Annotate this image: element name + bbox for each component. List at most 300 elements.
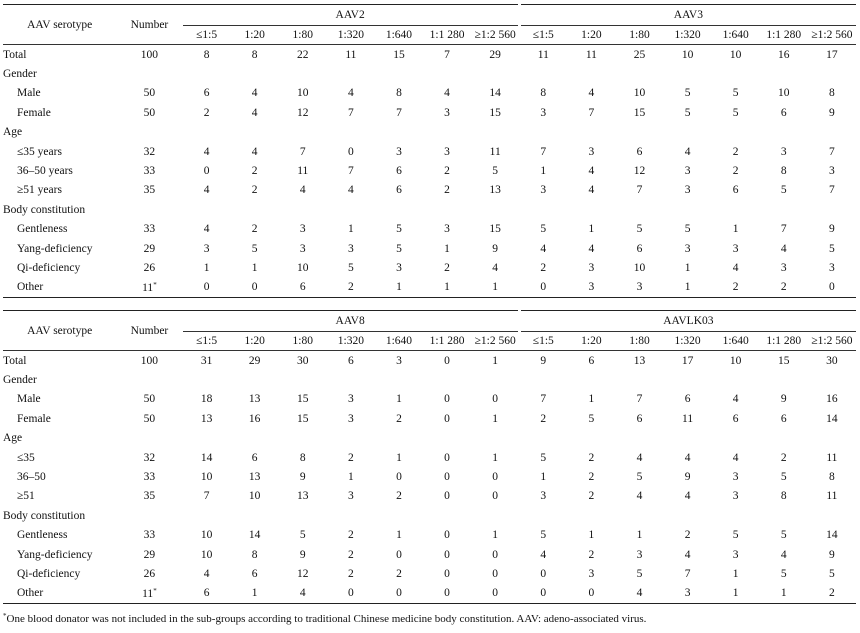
titer-count-cell: 6 — [780, 106, 787, 119]
titer-header: 1:320 — [327, 26, 375, 45]
titer-count-cell: 4 — [251, 106, 258, 119]
titer-count-cell: 3 — [684, 184, 691, 197]
titer-count-cell: 5 — [684, 87, 691, 100]
titer-count-cell: 1 — [492, 451, 499, 464]
titer-count-cell: 1 — [396, 393, 402, 406]
titer-count-cell: 4 — [347, 184, 354, 197]
titer-count-cell: 5 — [732, 106, 739, 119]
titer-count-cell: 10 — [297, 261, 309, 274]
titer-count-cell: 31 — [200, 354, 213, 367]
titer-count-cell: 3 — [444, 223, 450, 236]
titer-count-cell: 9 — [829, 548, 835, 561]
titer-count-cell: 8 — [396, 87, 402, 100]
titer-count-cell: 11 — [585, 48, 597, 61]
titer-count-cell: 29 — [489, 48, 501, 61]
number-cell — [116, 258, 182, 277]
titer-count-cell: 3 — [540, 106, 547, 119]
titer-count-cell: 10 — [200, 471, 213, 484]
number-cell — [116, 564, 182, 583]
titer-header: 1:80 — [615, 332, 663, 351]
titer-count-cell: 0 — [375, 584, 423, 604]
titer-count-cell: 4 — [732, 451, 739, 464]
row-label: Yang-deficiency — [17, 548, 93, 561]
titer-header: 1:80 — [279, 332, 327, 351]
titer-count-cell: 0 — [808, 278, 856, 298]
titer-count-cell: 7 — [347, 165, 354, 178]
titer-count-cell: 4 — [636, 490, 643, 503]
titer-count-cell: 2 — [327, 278, 375, 298]
table-row — [3, 84, 856, 103]
titer-count-cell: 8 — [829, 471, 835, 484]
titer-count-cell: 13 — [633, 354, 646, 367]
section-label: Gender — [3, 68, 37, 81]
titer-count-cell: 11 — [682, 412, 694, 425]
titer-count-cell: 3 — [664, 584, 712, 604]
titer-count-cell: 0 — [444, 451, 450, 464]
table-row — [3, 545, 856, 564]
serotype-header: AAV serotype — [3, 311, 116, 351]
titer-count-cell: 8 — [780, 490, 787, 503]
titer-count-cell: 1 — [396, 451, 402, 464]
titer-count-cell: 7 — [636, 184, 643, 197]
titer-count-cell: 2 — [347, 567, 354, 580]
titer-count-cell: 5 — [829, 567, 835, 580]
titer-count-cell: 2 — [396, 490, 402, 503]
number-value: 50 — [143, 412, 156, 425]
table-row — [3, 181, 856, 200]
row-label: Total — [3, 354, 27, 367]
number-value: 50 — [143, 393, 156, 406]
titer-count-cell: 4 — [684, 451, 691, 464]
titer-count-cell: 3 — [829, 165, 835, 178]
titer-count-cell: 4 — [203, 184, 210, 197]
titer-count-cell: 7 — [829, 145, 835, 158]
titer-header: 1:1 280 — [423, 332, 471, 351]
titer-count-cell: 2 — [684, 529, 691, 542]
titer-count-cell: 15 — [297, 412, 309, 425]
titer-count-cell: 1 — [347, 223, 354, 236]
titer-count-cell: 0 — [492, 548, 499, 561]
number-value: 26 — [143, 567, 156, 580]
titer-count-cell: 1 — [684, 261, 691, 274]
titer-count-cell: 0 — [444, 412, 450, 425]
titer-count-cell: 0 — [471, 584, 519, 604]
titer-count-cell: 3 — [540, 184, 547, 197]
titer-count-cell: 14 — [826, 412, 838, 425]
footnote-mark: * — [153, 280, 157, 289]
titer-count-cell: 7 — [540, 145, 547, 158]
titer-count-cell: 6 — [684, 393, 691, 406]
titer-count-cell: 3 — [829, 261, 835, 274]
titer-count-cell: 4 — [251, 87, 258, 100]
titer-count-cell: 10 — [200, 529, 213, 542]
titer-count-cell: 2 — [588, 490, 595, 503]
number-cell — [116, 584, 182, 604]
titer-count-cell: 7 — [780, 223, 787, 236]
titer-count-cell: 7 — [396, 106, 402, 119]
titer-count-cell: 10 — [681, 48, 694, 61]
titer-count-cell: 5 — [780, 471, 787, 484]
titer-count-cell: 10 — [729, 48, 742, 61]
titer-count-cell: 3 — [347, 490, 354, 503]
titer-count-cell: 3 — [347, 412, 354, 425]
titer-count-cell: 2 — [732, 165, 739, 178]
titer-count-cell: 3 — [588, 145, 595, 158]
titer-count-cell: 6 — [780, 412, 787, 425]
titer-header: ≥1:2 560 — [471, 26, 519, 45]
titer-count-cell: 5 — [636, 223, 643, 236]
titer-count-cell: 4 — [615, 584, 663, 604]
titer-count-cell: 1 — [492, 354, 499, 367]
titer-header: 1:80 — [615, 26, 663, 45]
titer-count-cell: 8 — [203, 48, 210, 61]
serotype-header: AAV serotype — [3, 5, 116, 45]
titer-count-cell: 5 — [636, 567, 643, 580]
titer-count-cell: 5 — [396, 242, 402, 255]
number-value: 33 — [143, 529, 156, 542]
table-row — [3, 351, 856, 371]
number-value: 32 — [143, 451, 156, 464]
footnote-text: One blood donator was not included in the sub-groups according to traditional Chinese medicine body constitution. AAV: adeno-associated virus. — [6, 613, 647, 625]
number-cell — [116, 161, 182, 180]
titer-count-cell: 0 — [444, 490, 450, 503]
titer-count-cell: 3 — [684, 242, 691, 255]
row-label: Qi-deficiency — [17, 261, 81, 274]
table-row — [3, 278, 856, 298]
titer-count-cell: 3 — [732, 548, 739, 561]
titer-count-cell: 0 — [396, 548, 402, 561]
titer-count-cell: 5 — [299, 529, 306, 542]
number-value: 11 — [142, 281, 154, 294]
titer-count-cell: 11 — [826, 451, 838, 464]
row-label: 36–50 years — [17, 165, 73, 178]
row-label: Female — [17, 106, 51, 119]
titer-count-cell: 3 — [203, 242, 210, 255]
titer-count-cell: 0 — [492, 490, 499, 503]
number-value: 100 — [140, 354, 159, 367]
titer-count-cell: 3 — [347, 242, 354, 255]
titer-count-cell: 3 — [684, 165, 691, 178]
titer-count-cell: 8 — [780, 165, 787, 178]
titer-count-cell: 16 — [826, 393, 838, 406]
titer-header: ≥1:2 560 — [471, 332, 519, 351]
titer-count-cell: 1 — [444, 242, 450, 255]
titer-count-cell: 15 — [489, 106, 501, 119]
row-label: Yang-deficiency — [17, 242, 93, 255]
titer-count-cell: 4 — [684, 490, 691, 503]
titer-count-cell: 2 — [396, 567, 402, 580]
titer-count-cell: 4 — [588, 165, 595, 178]
titer-count-cell: 2 — [588, 548, 595, 561]
titer-count-cell: 5 — [396, 223, 402, 236]
titer-count-cell: 5 — [829, 242, 835, 255]
row-label: ≥51 years — [17, 184, 62, 197]
titer-count-cell: 2 — [444, 184, 450, 197]
titer-count-cell: 3 — [347, 393, 354, 406]
footnote-mark: * — [3, 612, 7, 620]
number-value: 50 — [143, 106, 156, 119]
titer-count-cell: 0 — [327, 584, 375, 604]
table-row — [3, 220, 856, 239]
titer-header: 1:640 — [375, 332, 423, 351]
titer-count-cell: 4 — [636, 451, 643, 464]
number-value: 33 — [143, 223, 156, 236]
titer-count-cell: 1 — [636, 529, 643, 542]
aav-titer-table-1 — [3, 4, 856, 298]
titer-count-cell: 10 — [778, 87, 790, 100]
table-row — [3, 390, 856, 409]
titer-count-cell: 5 — [540, 223, 547, 236]
titer-count-cell: 2 — [540, 412, 547, 425]
titer-count-cell: 0 — [519, 278, 567, 298]
number-value: 29 — [143, 548, 156, 561]
titer-count-cell: 0 — [519, 584, 567, 604]
titer-count-cell: 1 — [492, 412, 499, 425]
number-cell — [116, 526, 182, 545]
titer-count-cell: 0 — [444, 548, 450, 561]
titer-count-cell: 0 — [540, 567, 547, 580]
row-label: Qi-deficiency — [17, 567, 81, 580]
titer-count-cell: 4 — [780, 242, 787, 255]
titer-count-cell: 16 — [778, 48, 790, 61]
titer-count-cell: 8 — [540, 87, 547, 100]
titer-count-cell: 1 — [732, 223, 739, 236]
titer-count-cell: 7 — [540, 393, 547, 406]
titer-count-cell: 4 — [588, 87, 595, 100]
titer-count-cell: 10 — [248, 490, 261, 503]
titer-count-cell: 6 — [396, 165, 402, 178]
row-label: Gentleness — [17, 529, 68, 542]
titer-count-cell: 3 — [540, 490, 547, 503]
titer-count-cell: 7 — [684, 567, 691, 580]
titer-count-cell: 0 — [444, 354, 450, 367]
titer-count-cell: 7 — [444, 48, 450, 61]
titer-count-cell: 9 — [780, 393, 787, 406]
titer-header: 1:80 — [279, 26, 327, 45]
titer-count-cell: 1 — [664, 278, 712, 298]
titer-count-cell: 7 — [203, 490, 210, 503]
titer-count-cell: 0 — [492, 393, 499, 406]
titer-count-cell: 4 — [588, 184, 595, 197]
titer-count-cell: 4 — [540, 242, 547, 255]
header-row-groups — [3, 5, 856, 26]
titer-count-cell: 0 — [492, 567, 499, 580]
row-label: Male — [17, 87, 41, 100]
titer-count-cell: 3 — [780, 145, 787, 158]
number-cell — [116, 467, 182, 486]
table-row — [3, 409, 856, 428]
titer-count-cell: 4 — [780, 548, 787, 561]
row-label: Other — [3, 278, 116, 298]
titer-count-cell: 6 — [203, 87, 210, 100]
titer-count-cell: 1 — [251, 261, 258, 274]
titer-count-cell: 12 — [297, 106, 309, 119]
titer-count-cell: 5 — [588, 412, 595, 425]
titer-header: ≤1:5 — [519, 26, 567, 45]
titer-count-cell: 0 — [444, 393, 450, 406]
titer-count-cell: 5 — [540, 529, 547, 542]
table-row — [3, 103, 856, 122]
titer-count-cell: 0 — [183, 278, 231, 298]
titer-count-cell: 0 — [444, 567, 450, 580]
number-value: 33 — [143, 165, 156, 178]
titer-count-cell: 1 — [396, 529, 402, 542]
titer-count-cell: 0 — [444, 529, 450, 542]
titer-count-cell: 10 — [729, 354, 742, 367]
row-label: Other — [3, 584, 116, 604]
number-value: 100 — [140, 48, 159, 61]
titer-count-cell: 6 — [396, 184, 402, 197]
titer-count-cell: 14 — [248, 529, 261, 542]
titer-count-cell: 2 — [347, 529, 354, 542]
titer-count-cell: 18 — [200, 393, 213, 406]
titer-count-cell: 3 — [396, 261, 402, 274]
serotype-group-header: AAV2 — [183, 5, 520, 26]
table-footnote — [3, 612, 856, 625]
section-row — [3, 429, 856, 448]
titer-count-cell: 5 — [684, 106, 691, 119]
row-label: Total — [3, 48, 27, 61]
number-cell — [116, 545, 182, 564]
row-label: ≥51 — [17, 490, 35, 503]
titer-count-cell: 5 — [780, 567, 787, 580]
titer-header: 1:20 — [567, 332, 615, 351]
number-cell — [116, 351, 182, 371]
row-label: ≤35 — [17, 451, 35, 464]
titer-count-cell: 3 — [636, 548, 643, 561]
number-cell — [116, 181, 182, 200]
number-cell — [116, 84, 182, 103]
titer-count-cell: 11 — [489, 145, 501, 158]
number-cell — [116, 45, 182, 65]
titer-count-cell: 6 — [636, 412, 643, 425]
section-row — [3, 506, 856, 525]
titer-count-cell: 9 — [829, 223, 835, 236]
titer-count-cell: 0 — [444, 471, 450, 484]
titer-count-cell: 11 — [297, 165, 309, 178]
titer-count-cell: 4 — [684, 145, 691, 158]
titer-count-cell: 1 — [540, 165, 547, 178]
titer-count-cell: 10 — [633, 261, 646, 274]
titer-count-cell: 13 — [248, 471, 261, 484]
titer-header: ≥1:2 560 — [808, 332, 856, 351]
titer-count-cell: 6 — [732, 184, 739, 197]
titer-count-cell: 7 — [829, 184, 835, 197]
titer-count-cell: 2 — [540, 261, 547, 274]
titer-count-cell: 9 — [492, 242, 499, 255]
table-row — [3, 564, 856, 583]
titer-count-cell: 4 — [279, 584, 327, 604]
titer-count-cell: 3 — [299, 242, 306, 255]
titer-header: 1:20 — [567, 26, 615, 45]
row-label: ≤35 years — [17, 145, 62, 158]
titer-count-cell: 2 — [347, 548, 354, 561]
number-value: 33 — [143, 471, 156, 484]
titer-count-cell: 11 — [537, 48, 549, 61]
titer-count-cell: 9 — [299, 471, 306, 484]
titer-count-cell: 15 — [778, 354, 790, 367]
titer-count-cell: 2 — [251, 184, 258, 197]
titer-count-cell: 2 — [780, 451, 787, 464]
table-row — [3, 526, 856, 545]
titer-count-cell: 3 — [299, 223, 306, 236]
titer-count-cell: 10 — [297, 87, 309, 100]
titer-count-cell: 29 — [248, 354, 261, 367]
titer-count-cell: 8 — [299, 451, 306, 464]
titer-count-cell: 15 — [297, 393, 309, 406]
number-cell — [116, 487, 182, 506]
number-value: 35 — [143, 490, 156, 503]
titer-count-cell: 13 — [297, 490, 309, 503]
titer-count-cell: 2 — [808, 584, 856, 604]
titer-count-cell: 3 — [396, 145, 402, 158]
titer-count-cell: 4 — [203, 567, 210, 580]
titer-count-cell: 30 — [297, 354, 309, 367]
titer-count-cell: 10 — [633, 87, 646, 100]
titer-count-cell: 5 — [636, 471, 643, 484]
titer-count-cell: 2 — [444, 165, 450, 178]
titer-count-cell: 9 — [540, 354, 547, 367]
titer-count-cell: 14 — [826, 529, 838, 542]
titer-count-cell: 3 — [567, 278, 615, 298]
table-row — [3, 161, 856, 180]
titer-count-cell: 6 — [636, 145, 643, 158]
titer-header: 1:320 — [327, 332, 375, 351]
titer-count-cell: 6 — [251, 451, 258, 464]
number-cell — [116, 220, 182, 239]
number-cell — [116, 239, 182, 258]
titer-count-cell: 25 — [633, 48, 646, 61]
titer-count-cell: 9 — [829, 106, 835, 119]
titer-header: 1:640 — [712, 26, 760, 45]
footnote-mark: * — [153, 586, 157, 595]
titer-count-cell: 1 — [540, 471, 547, 484]
table-row — [3, 239, 856, 258]
titer-count-cell: 3 — [444, 106, 450, 119]
number-value: 26 — [143, 261, 156, 274]
titer-header: 1:20 — [231, 26, 279, 45]
titer-count-cell: 3 — [732, 490, 739, 503]
titer-count-cell: 30 — [826, 354, 838, 367]
section-row — [3, 123, 856, 142]
titer-count-cell: 2 — [347, 451, 354, 464]
titer-count-cell: 5 — [780, 184, 787, 197]
titer-count-cell: 2 — [251, 223, 258, 236]
serotype-group-header: AAV8 — [183, 311, 520, 332]
titer-count-cell: 15 — [489, 223, 501, 236]
titer-count-cell: 5 — [540, 451, 547, 464]
row-label: 36–50 — [17, 471, 46, 484]
titer-count-cell: 2 — [732, 145, 739, 158]
section-row — [3, 64, 856, 83]
titer-count-cell: 3 — [732, 471, 739, 484]
section-label: Age — [3, 126, 23, 139]
titer-count-cell: 6 — [183, 584, 231, 604]
titer-count-cell: 1 — [492, 529, 499, 542]
titer-count-cell: 5 — [684, 223, 691, 236]
titer-count-cell: 1 — [712, 584, 760, 604]
titer-count-cell: 15 — [633, 106, 646, 119]
number-cell — [116, 409, 182, 428]
titer-count-cell: 3 — [588, 567, 595, 580]
titer-count-cell: 8 — [829, 87, 835, 100]
titer-count-cell: 10 — [200, 548, 213, 561]
titer-header: ≤1:5 — [183, 26, 231, 45]
titer-count-cell: 8 — [251, 48, 258, 61]
titer-count-cell: 3 — [588, 261, 595, 274]
table-row — [3, 584, 856, 604]
titer-count-cell: 4 — [203, 223, 210, 236]
